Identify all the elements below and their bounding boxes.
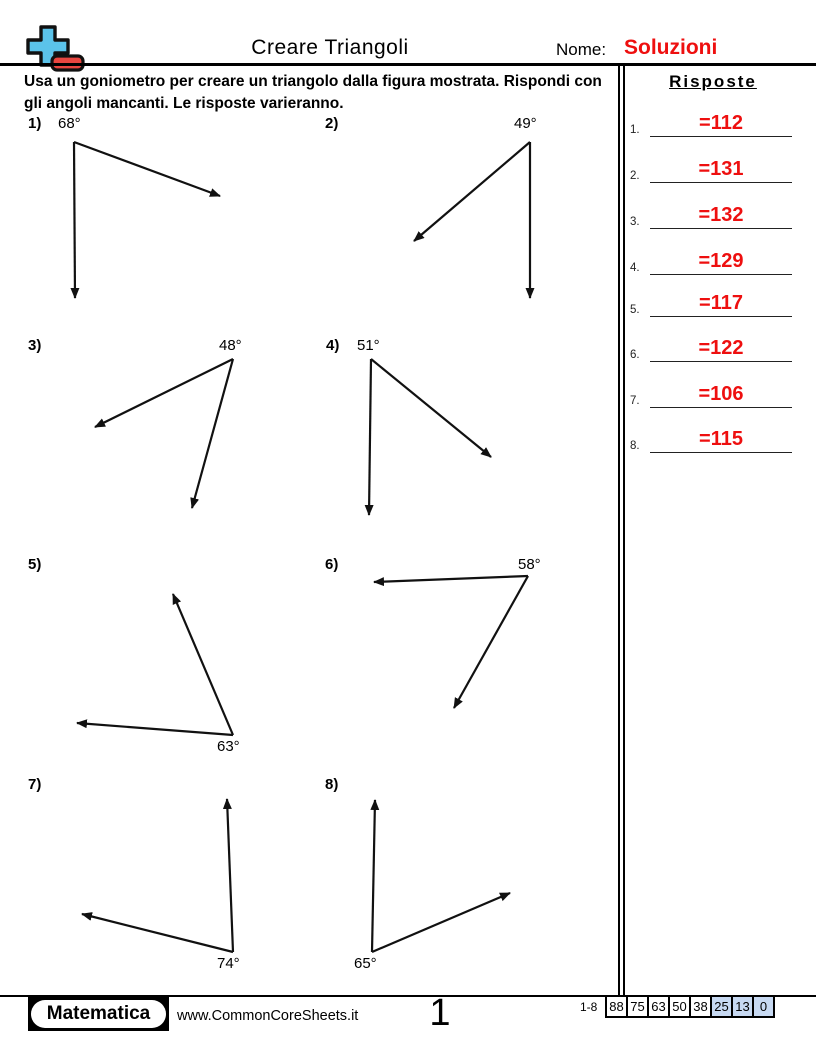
score-cell-highlighted: 13 bbox=[731, 995, 754, 1018]
answers-column-divider bbox=[618, 66, 625, 996]
angle-label: 51° bbox=[357, 337, 380, 354]
score-range-label: 1-8 bbox=[580, 1000, 598, 1014]
answer-value: =122 bbox=[698, 337, 744, 359]
answer-value: =115 bbox=[699, 428, 743, 450]
name-value-solutions: Soluzioni bbox=[624, 36, 718, 59]
answer-number: 4. bbox=[630, 262, 640, 274]
angle-label: 68° bbox=[58, 115, 81, 132]
answer-value: =129 bbox=[698, 250, 744, 272]
score-table bbox=[607, 995, 775, 1018]
answer-blank-line bbox=[650, 452, 792, 453]
commoncoresheets-logo-icon bbox=[24, 16, 90, 76]
website-url: www.CommonCoreSheets.it bbox=[177, 1008, 359, 1024]
subject-badge-label: Matematica bbox=[31, 1000, 166, 1028]
problem-number: 2) bbox=[325, 115, 339, 132]
answer-value: =106 bbox=[698, 383, 744, 405]
answer-value: =132 bbox=[698, 204, 744, 226]
page-number: 1 bbox=[429, 992, 451, 1034]
answer-blank-line bbox=[650, 407, 792, 408]
score-cell-highlighted: 25 bbox=[710, 995, 733, 1018]
angle-figure-2 bbox=[400, 130, 550, 310]
answer-number: 7. bbox=[630, 395, 640, 407]
answer-number: 5. bbox=[630, 304, 640, 316]
angle-figure-5 bbox=[65, 580, 245, 745]
score-cell: 75 bbox=[626, 995, 649, 1018]
subject-badge bbox=[28, 997, 169, 1031]
problem-number: 4) bbox=[326, 337, 340, 354]
problem-number: 3) bbox=[28, 337, 42, 354]
angle-figure-3 bbox=[80, 340, 250, 520]
page-title: Creare Triangoli bbox=[251, 36, 409, 59]
angle-figure-4 bbox=[355, 340, 510, 525]
answer-number: 2. bbox=[630, 170, 640, 182]
answer-row bbox=[628, 157, 796, 183]
answer-blank-line bbox=[650, 361, 792, 362]
answer-row bbox=[628, 111, 796, 137]
header-divider bbox=[0, 63, 816, 66]
answers-title: Risposte bbox=[669, 72, 757, 91]
answer-number: 3. bbox=[630, 216, 640, 228]
answer-row bbox=[628, 291, 796, 317]
name-label: Nome: bbox=[556, 40, 607, 59]
problem-number: 7) bbox=[28, 776, 42, 793]
score-cell: 88 bbox=[605, 995, 628, 1018]
answer-blank-line bbox=[650, 274, 792, 275]
score-cell: 50 bbox=[668, 995, 691, 1018]
answer-row bbox=[628, 382, 796, 408]
angle-figure-7 bbox=[70, 790, 240, 960]
angle-figure-8 bbox=[360, 790, 525, 960]
answer-blank-line bbox=[650, 316, 792, 317]
problem-number: 6) bbox=[325, 556, 339, 573]
answer-row bbox=[628, 249, 796, 275]
angle-label: 65° bbox=[354, 955, 377, 972]
answer-number: 8. bbox=[630, 440, 640, 452]
answer-number: 1. bbox=[630, 124, 640, 136]
score-cell: 63 bbox=[647, 995, 670, 1018]
answer-number: 6. bbox=[630, 349, 640, 361]
angle-figure-1 bbox=[40, 130, 240, 310]
score-cell-highlighted: 0 bbox=[752, 995, 775, 1018]
problem-number: 1) bbox=[28, 115, 42, 132]
problem-number: 5) bbox=[28, 556, 42, 573]
answer-blank-line bbox=[650, 136, 792, 137]
angle-figure-6 bbox=[360, 565, 545, 720]
angle-label: 58° bbox=[518, 556, 541, 573]
answer-value: =131 bbox=[698, 158, 744, 180]
angle-label: 49° bbox=[514, 115, 537, 132]
answer-blank-line bbox=[650, 182, 792, 183]
answer-value: =112 bbox=[699, 112, 743, 134]
answer-row bbox=[628, 203, 796, 229]
score-cell: 38 bbox=[689, 995, 712, 1018]
angle-label: 48° bbox=[219, 337, 242, 354]
answer-blank-line bbox=[650, 228, 792, 229]
answer-value: =117 bbox=[699, 292, 743, 314]
instructions-text: Usa un goniometro per creare un triangolo dalla figura mostrata. Rispondi con gli angoli mancanti. Le risposte varieranno. bbox=[24, 73, 602, 112]
answer-row bbox=[628, 427, 796, 453]
problem-number: 8) bbox=[325, 776, 339, 793]
angle-label: 74° bbox=[217, 955, 240, 972]
angle-label: 63° bbox=[217, 738, 240, 755]
answer-row bbox=[628, 336, 796, 362]
